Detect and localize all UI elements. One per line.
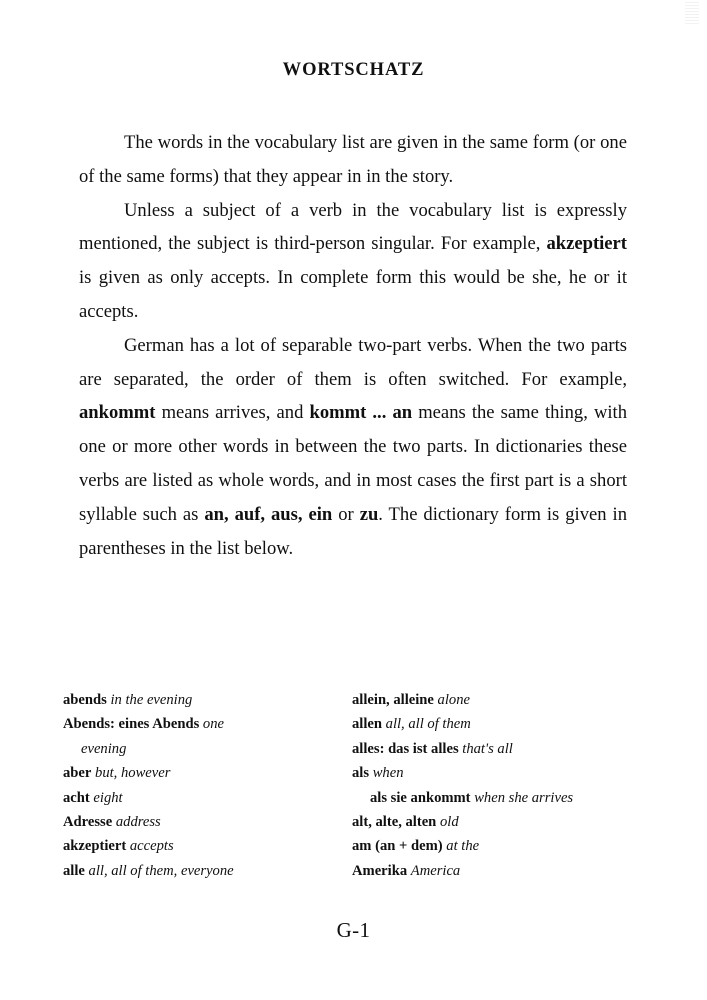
vocabulary-gloss: alone: [437, 692, 470, 708]
scan-artifact-icon: [685, 2, 699, 24]
vocabulary-term: allein, alleine: [352, 692, 434, 708]
paragraph-separable-verbs: [79, 329, 627, 566]
vocabulary-gloss: one: [202, 716, 224, 733]
vocabulary-gloss: in the evening: [110, 692, 193, 708]
emphasized-term: zu: [359, 503, 379, 525]
vocabulary-list: [63, 688, 653, 883]
vocabulary-term: Abends: eines Abends: [63, 716, 200, 733]
body-text-block: [79, 126, 627, 565]
vocabulary-column-right: [352, 688, 641, 883]
text-run: . The dictionary form is given in parentheses in the list below.: [79, 503, 627, 559]
vocabulary-term: Adresse: [63, 814, 113, 831]
vocabulary-entry: [352, 712, 641, 736]
vocabulary-term: als sie ankommt: [370, 789, 471, 806]
vocabulary-gloss: when she arrives: [474, 789, 574, 806]
vocabulary-entry: [63, 737, 352, 761]
vocabulary-entry: [63, 859, 352, 883]
page-number: G-1: [336, 918, 371, 942]
emphasized-term: an, auf, aus, ein: [204, 503, 333, 525]
vocabulary-entry: [352, 761, 641, 785]
vocabulary-entry: [352, 810, 641, 834]
vocabulary-entry: [352, 834, 641, 858]
emphasized-term: ankommt: [79, 402, 156, 424]
vocabulary-gloss: evening: [81, 740, 127, 757]
text-run: German has a lot of separable two-part verbs. When the two parts are separated, the order of them is often switched. For example,: [79, 334, 627, 390]
emphasized-term: kommt ... an: [309, 402, 413, 424]
vocabulary-gloss: address: [115, 814, 161, 831]
vocabulary-gloss: old: [439, 814, 459, 831]
text-run: is given as only accepts. In complete form this would be she, he or it accepts.: [79, 267, 627, 322]
vocabulary-gloss: that's all: [462, 740, 513, 757]
vocabulary-term: abends: [63, 692, 107, 708]
vocabulary-term: allen: [352, 716, 382, 733]
vocabulary-gloss: but, however: [95, 765, 171, 782]
vocabulary-entry: [352, 688, 641, 712]
vocabulary-term: Amerika: [352, 862, 408, 879]
vocabulary-gloss: accepts: [129, 838, 174, 855]
vocabulary-gloss: all, all of them, everyone: [88, 862, 234, 879]
vocabulary-gloss: America: [410, 862, 461, 879]
page-title: WORTSCHATZ: [282, 60, 425, 80]
text-run: means arrives, and: [155, 402, 310, 424]
vocabulary-gloss: when: [372, 765, 404, 782]
vocabulary-entry: [63, 810, 352, 834]
text-run: or: [332, 503, 360, 525]
vocabulary-term: alle: [63, 862, 85, 879]
vocabulary-term: aber: [63, 765, 92, 782]
vocabulary-term: als: [352, 765, 370, 782]
vocabulary-term: am (an + dem): [352, 838, 443, 855]
vocabulary-entry: [63, 786, 352, 810]
vocabulary-gloss: at the: [446, 838, 480, 855]
vocabulary-entry: [63, 712, 352, 736]
vocabulary-entry: [352, 786, 641, 810]
vocabulary-entry: [63, 834, 352, 858]
text-run: means the same thing, with one or more other words in between the two parts. In dictionaries these verbs are listed as whole words, and in most cases the first part is a short syllable such as: [79, 402, 628, 525]
text-run: Unless a subject of a verb in the vocabulary list is expressly mentioned, the subject is third-person singular. For example,: [79, 199, 627, 255]
emphasized-term: akzeptiert: [546, 233, 627, 255]
vocabulary-entry: [352, 859, 641, 883]
vocabulary-entry: [352, 737, 641, 761]
vocabulary-entry: [63, 688, 352, 712]
vocabulary-gloss: all, all of them: [385, 716, 471, 733]
vocabulary-column-left: [63, 688, 352, 883]
vocabulary-term: alles: das ist alles: [352, 740, 459, 757]
vocabulary-term: acht: [63, 789, 90, 806]
vocabulary-term: akzeptiert: [63, 838, 127, 855]
paragraph-subject-note: [79, 194, 627, 329]
vocabulary-gloss: eight: [93, 789, 123, 806]
text-run: The words in the vocabulary list are given in the same form (or one of the same forms) that they appear in in the story.: [79, 132, 627, 187]
paragraph-intro: [79, 126, 627, 194]
vocabulary-term: alt, alte, alten: [352, 814, 437, 831]
vocabulary-entry: [63, 761, 352, 785]
